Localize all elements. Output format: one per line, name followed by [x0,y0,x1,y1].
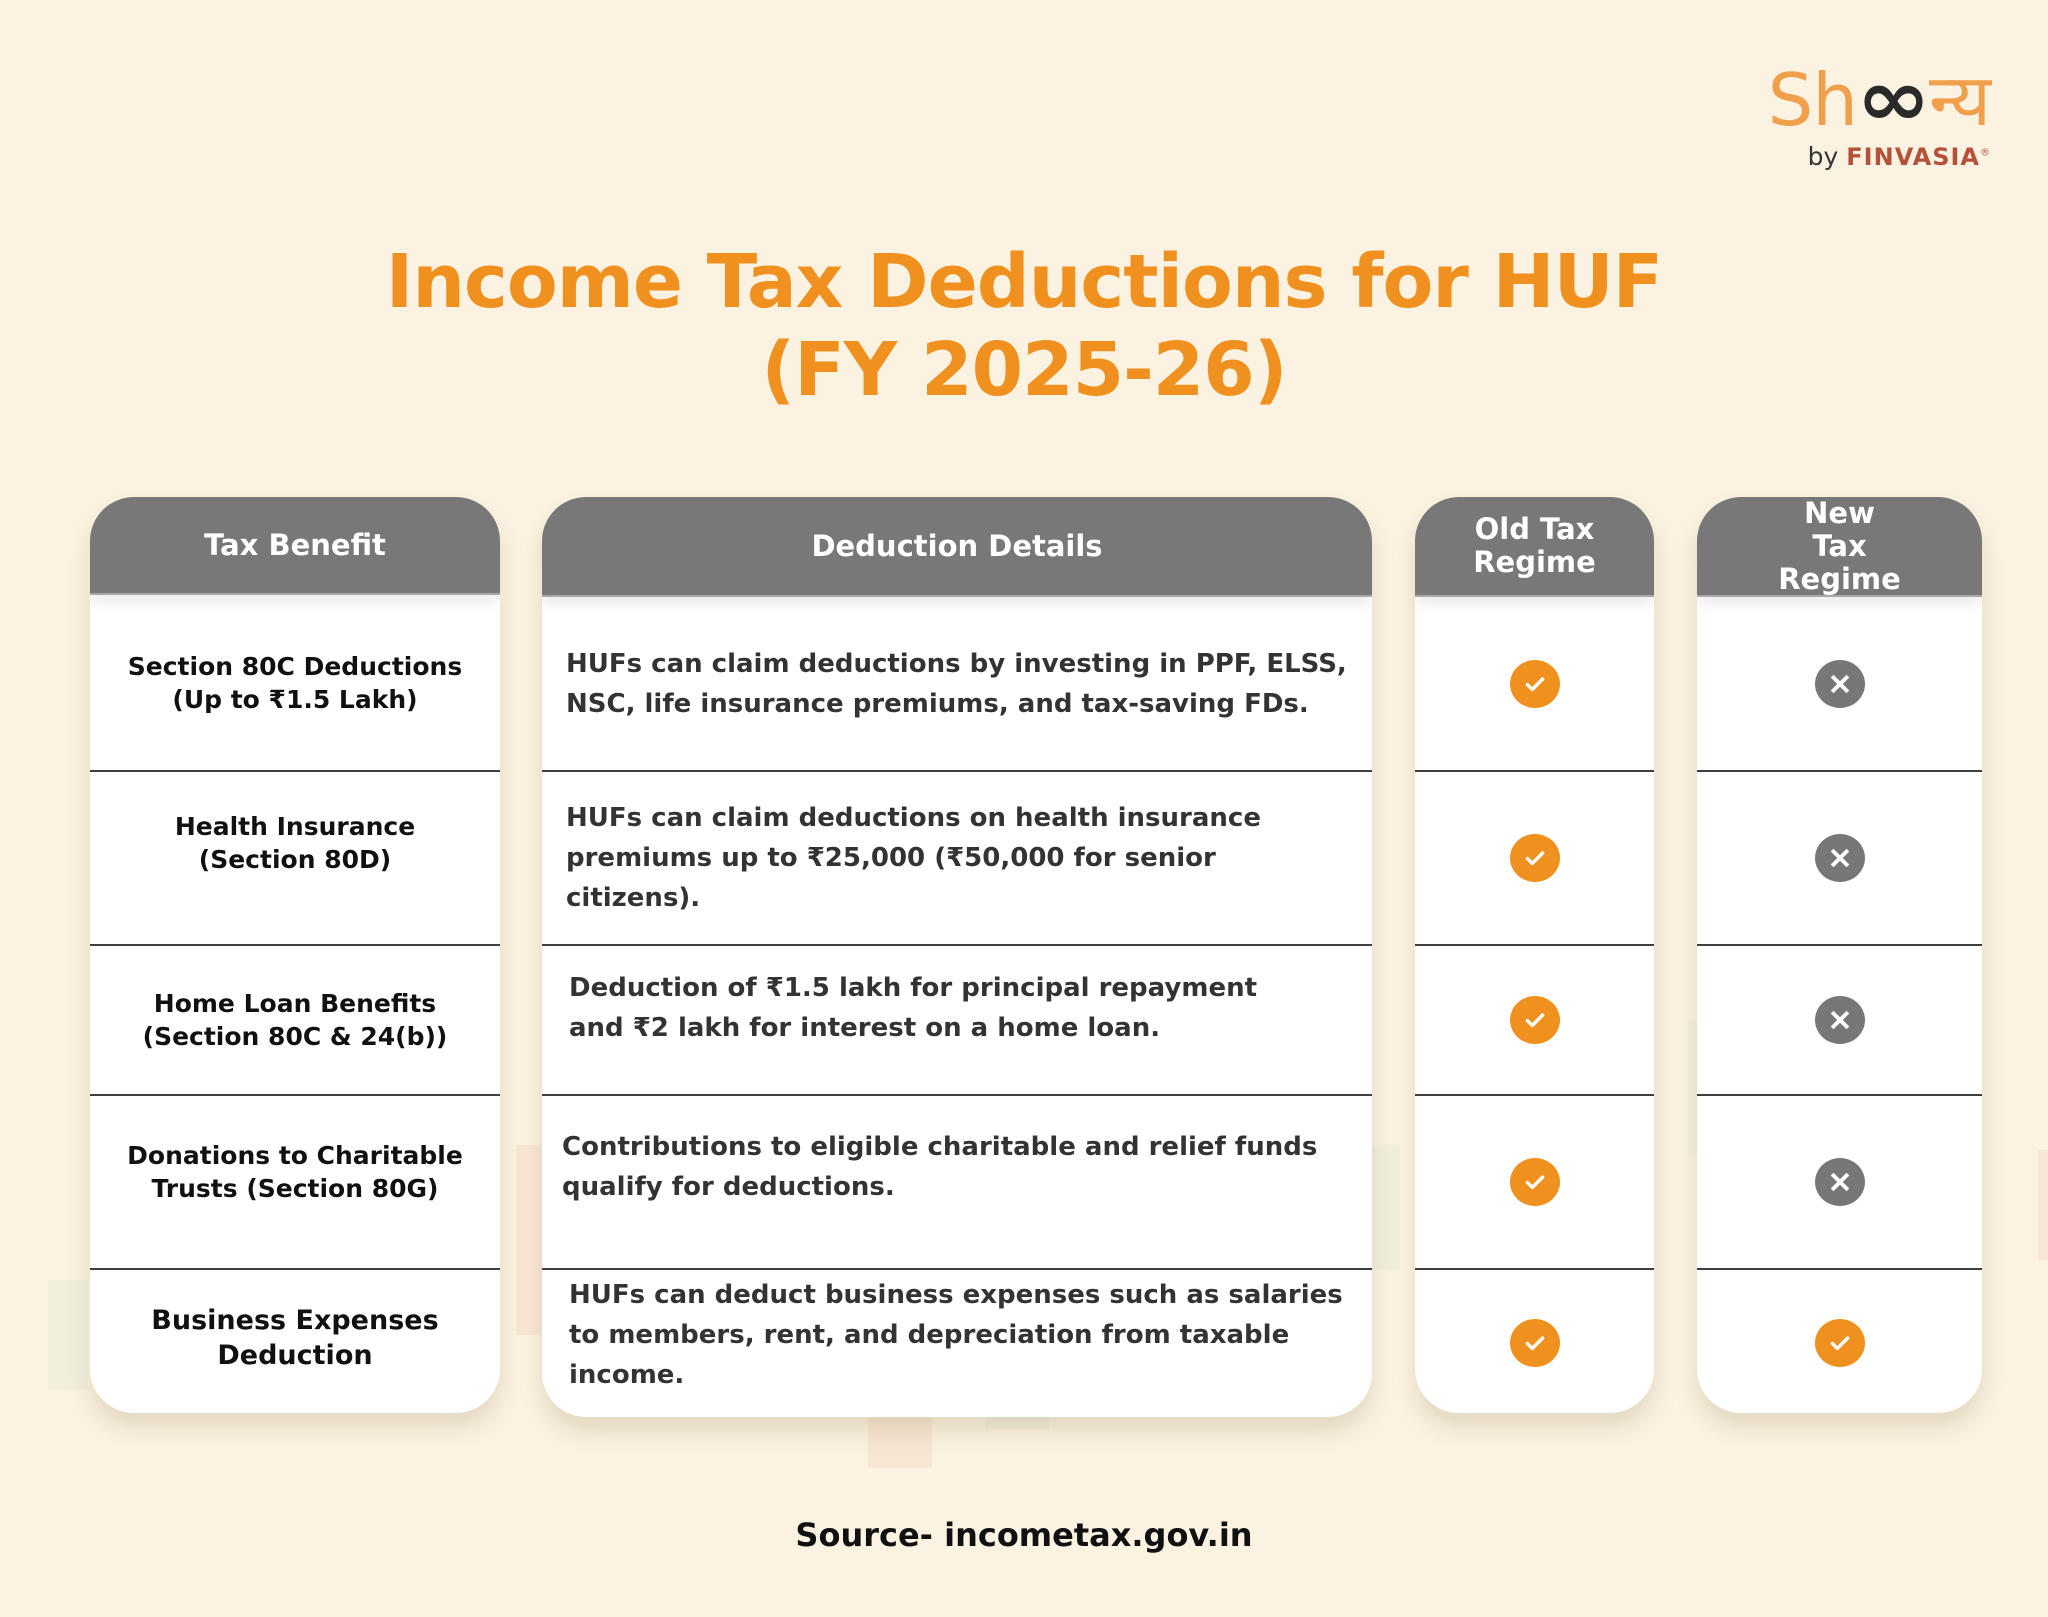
new-regime-header [1697,497,1982,597]
table-cell-benefit [90,1094,500,1268]
infinity-icon: ∞ [1856,54,1930,144]
new-regime-column [1697,497,1982,1413]
table-cell-old-regime [1415,597,1654,770]
benefit-title: Business Expenses [151,1304,439,1336]
table-cell-new-regime [1697,944,1982,1094]
benefit-title: Home Loan Benefits [153,989,437,1018]
check-icon [1510,1158,1560,1206]
logo-by: by [1807,142,1839,171]
old-regime-header [1415,497,1654,597]
table-cell-detail [542,597,1372,770]
check-icon [1815,1319,1865,1367]
deduction-details-header [542,497,1372,597]
detail-line: to members, rent, and depreciation from taxable income. [569,1319,1290,1390]
logo-suffix: न्य [1928,58,1990,142]
table-cell-detail [542,944,1372,1094]
candlestick-decoration [1372,1145,1400,1270]
benefit-subtitle: Deduction [217,1339,373,1371]
cross-icon [1815,1158,1865,1206]
check-icon [1510,660,1560,708]
benefit-title: Health Insurance [174,812,416,841]
header-label: Tax Benefit [204,527,386,562]
benefit-subtitle: (Section 80D) [198,845,392,874]
cross-icon [1815,660,1865,708]
detail-line: Contributions to eligible charitable and relief funds [562,1132,1318,1162]
detail-line: HUFs can claim deductions on health insurance [566,803,1261,833]
cross-icon [1815,996,1865,1044]
header-label: Deduction Details [811,528,1103,563]
table-cell-benefit [90,1268,500,1413]
check-icon [1510,1319,1560,1367]
table-cell-new-regime [1697,1268,1982,1413]
candlestick-decoration [48,1280,88,1390]
table-cell-old-regime [1415,1268,1654,1413]
detail-line: and ₹2 lakh for interest on a home loan. [569,1013,1161,1043]
table-cell-detail [542,1094,1372,1268]
table-cell-old-regime [1415,770,1654,944]
benefit-title: Donations to Charitable [127,1141,463,1170]
source-citation: Source- incometax.gov.in [795,1516,1253,1554]
cross-icon [1815,834,1865,882]
check-icon [1510,834,1560,882]
table-cell-benefit [90,595,500,770]
table-cell-new-regime [1697,1094,1982,1268]
title-line-2: (FY 2025-26) [761,327,1287,413]
shoonya-logo [1740,54,1990,174]
detail-line: Deduction of ₹1.5 lakh for principal repayment [569,973,1258,1003]
check-icon [1510,996,1560,1044]
deduction-details-column [542,497,1372,1417]
table-cell-old-regime [1415,1094,1654,1268]
table-cell-old-regime [1415,944,1654,1094]
detail-line: NSC, life insurance premiums, and tax-saving FDs. [566,688,1309,719]
logo-byline [1808,142,1990,171]
detail-line: HUFs can claim deductions by investing in PPF, ELSS, [566,648,1347,679]
table-cell-detail [542,1268,1372,1417]
benefit-title: Section 80C Deductions [127,651,463,681]
registered-mark: ® [1980,147,1990,159]
detail-line: premiums up to ₹25,000 (₹50,000 for senior citizens). [566,843,1216,913]
title-line-1: Income Tax Deductions for HUF [385,239,1663,325]
tax-benefit-column [90,497,500,1413]
logo-prefix: Sh [1767,58,1857,142]
benefit-subtitle: (Section 80C & 24(b)) [142,1022,448,1051]
logo-wordmark [1768,54,1990,145]
header-label: Old Tax Regime [1473,512,1596,579]
old-regime-column [1415,497,1654,1413]
finvasia-brand: FINVASIA [1846,143,1980,171]
table-cell-new-regime [1697,597,1982,770]
page-title [0,238,2048,414]
candlestick-decoration [516,1145,542,1335]
benefit-subtitle: Trusts (Section 80G) [151,1174,439,1203]
candlestick-decoration [2038,1150,2048,1260]
detail-line: qualify for deductions. [562,1172,895,1202]
table-cell-detail [542,770,1372,944]
benefit-subtitle: (Up to ₹1.5 Lakh) [172,684,418,714]
tax-benefit-header [90,497,500,595]
detail-line: HUFs can deduct business expenses such as salaries [569,1279,1343,1310]
table-cell-benefit [90,944,500,1094]
candlestick-decoration [868,1410,932,1468]
header-label: New Tax Regime [1778,497,1901,596]
table-cell-new-regime [1697,770,1982,944]
table-cell-benefit [90,770,500,944]
